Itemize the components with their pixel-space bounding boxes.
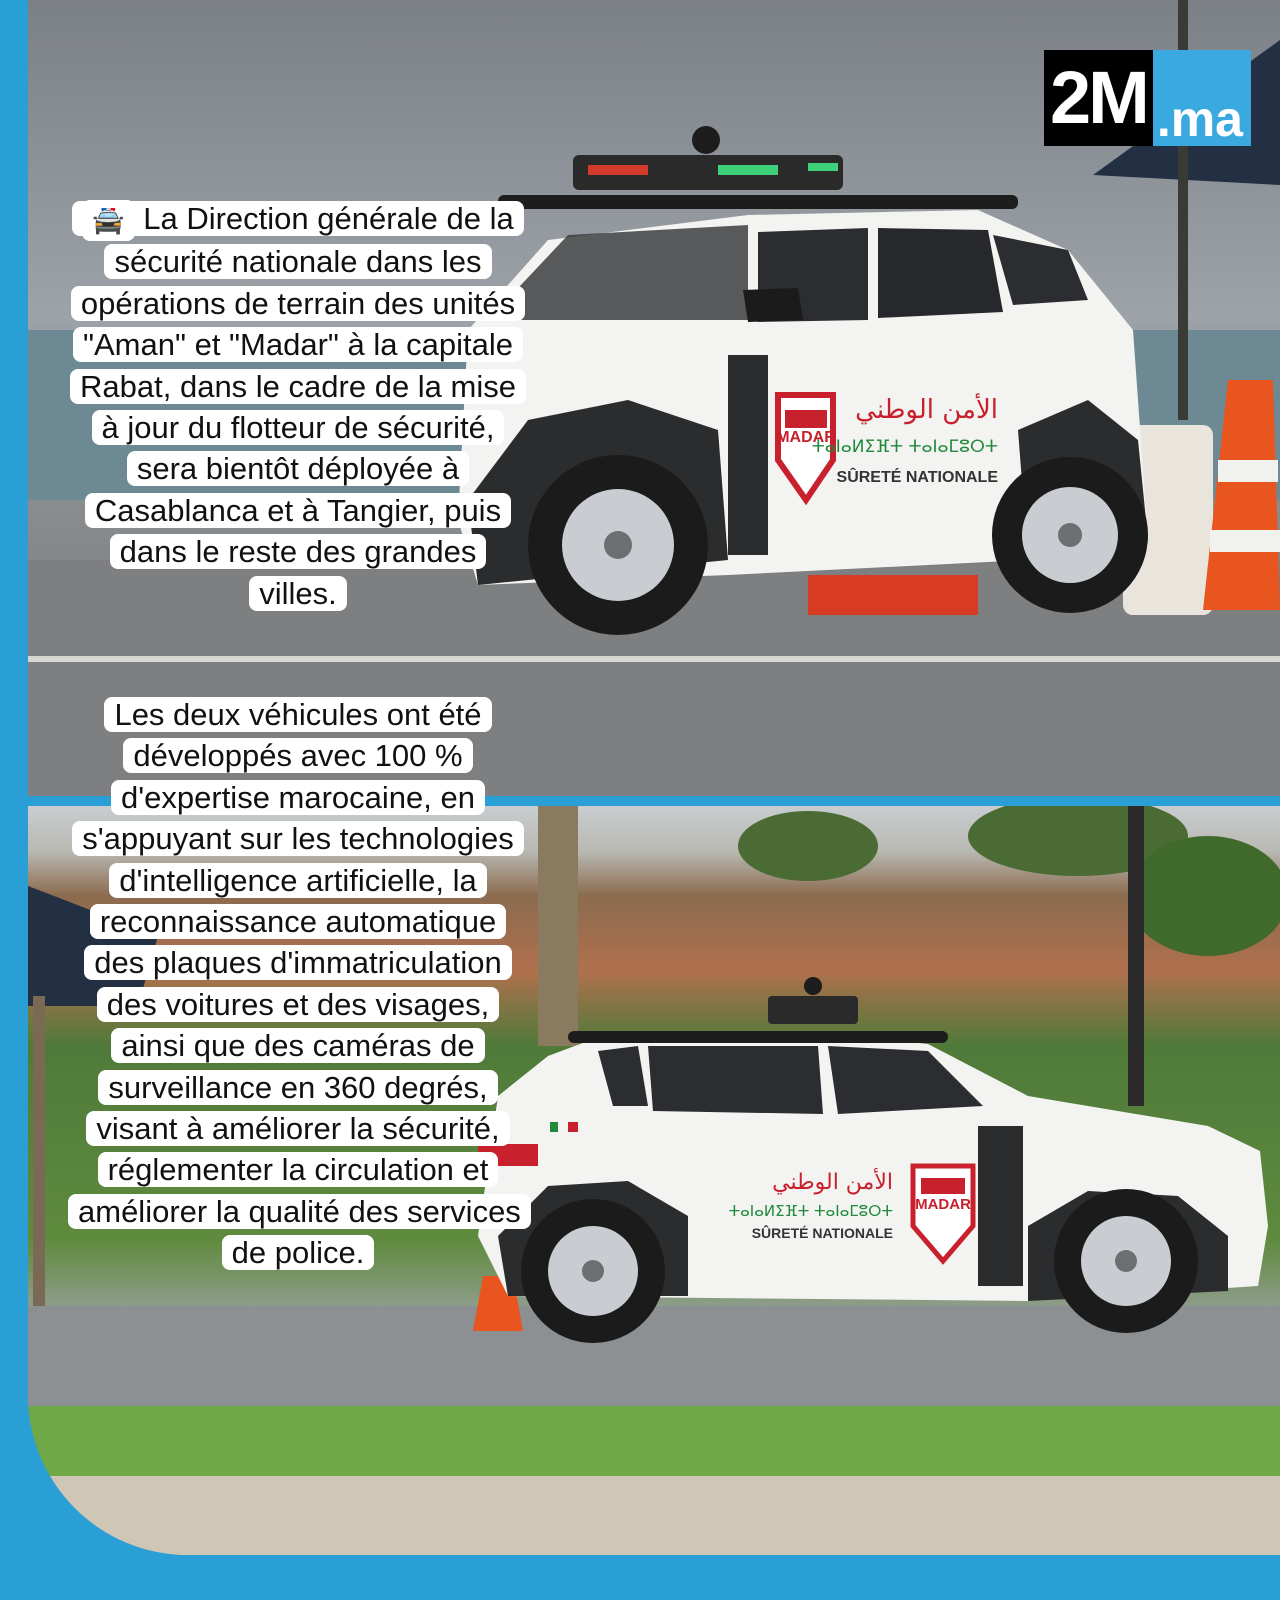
logo-ma-text: .ma	[1153, 50, 1251, 146]
top-car-arabic-text: الأمن الوطني	[855, 395, 998, 425]
photo-frame	[28, 0, 1280, 1555]
caption-second	[68, 694, 528, 1274]
bottom-car-tifinagh-text: ⵜⴰⵏⴰⵍⵉⴼⵜ ⵜⴰⵏⴰⵎⵓⵔⵜ	[728, 1202, 893, 1220]
caption-second-text: Les deux véhicules ont été développés avec 100 % d'expertise marocaine, en s'appuyant sur les technologies d'intelligence artificielle, la reconnaissance automatique des plaques d'immatriculation des voitures et des visages, ainsi que des caméras de surveillance en 360 degrés, visant à améliorer la sécurité, réglementer la circulation et améliorer la qualité des services de police.	[68, 697, 531, 1270]
brand-logo	[1044, 50, 1243, 147]
bottom-car-french-text: SÛRETÉ NATIONALE	[751, 1225, 893, 1241]
bottom-badge-text: MADAR	[915, 1196, 971, 1213]
bottom-car-arabic-text: الأمن الوطني	[772, 1170, 893, 1195]
logo-2m-text: 2M	[1044, 50, 1153, 146]
police-car-emoji-icon: 🚔	[82, 200, 134, 241]
caption-first	[68, 198, 528, 614]
top-badge-text: MADAR	[776, 429, 836, 446]
caption-first-text: La Direction générale de la sécurité nationale dans les opérations de terrain des unités "Aman" et "Madar" à la capitale Rabat, dans le cadre de la mise à jour du flotteur de sécurité, sera bientôt déployée à Casablanca et à Tangier, puis dans le reste des grandes villes.	[80, 201, 516, 611]
top-car-french-text: SÛRETÉ NATIONALE	[836, 469, 998, 486]
top-car-tifinagh-text: ⵜⴰⵏⴰⵍⵉⴼⵜ ⵜⴰⵏⴰⵎⵓⵔⵜ	[811, 437, 998, 457]
